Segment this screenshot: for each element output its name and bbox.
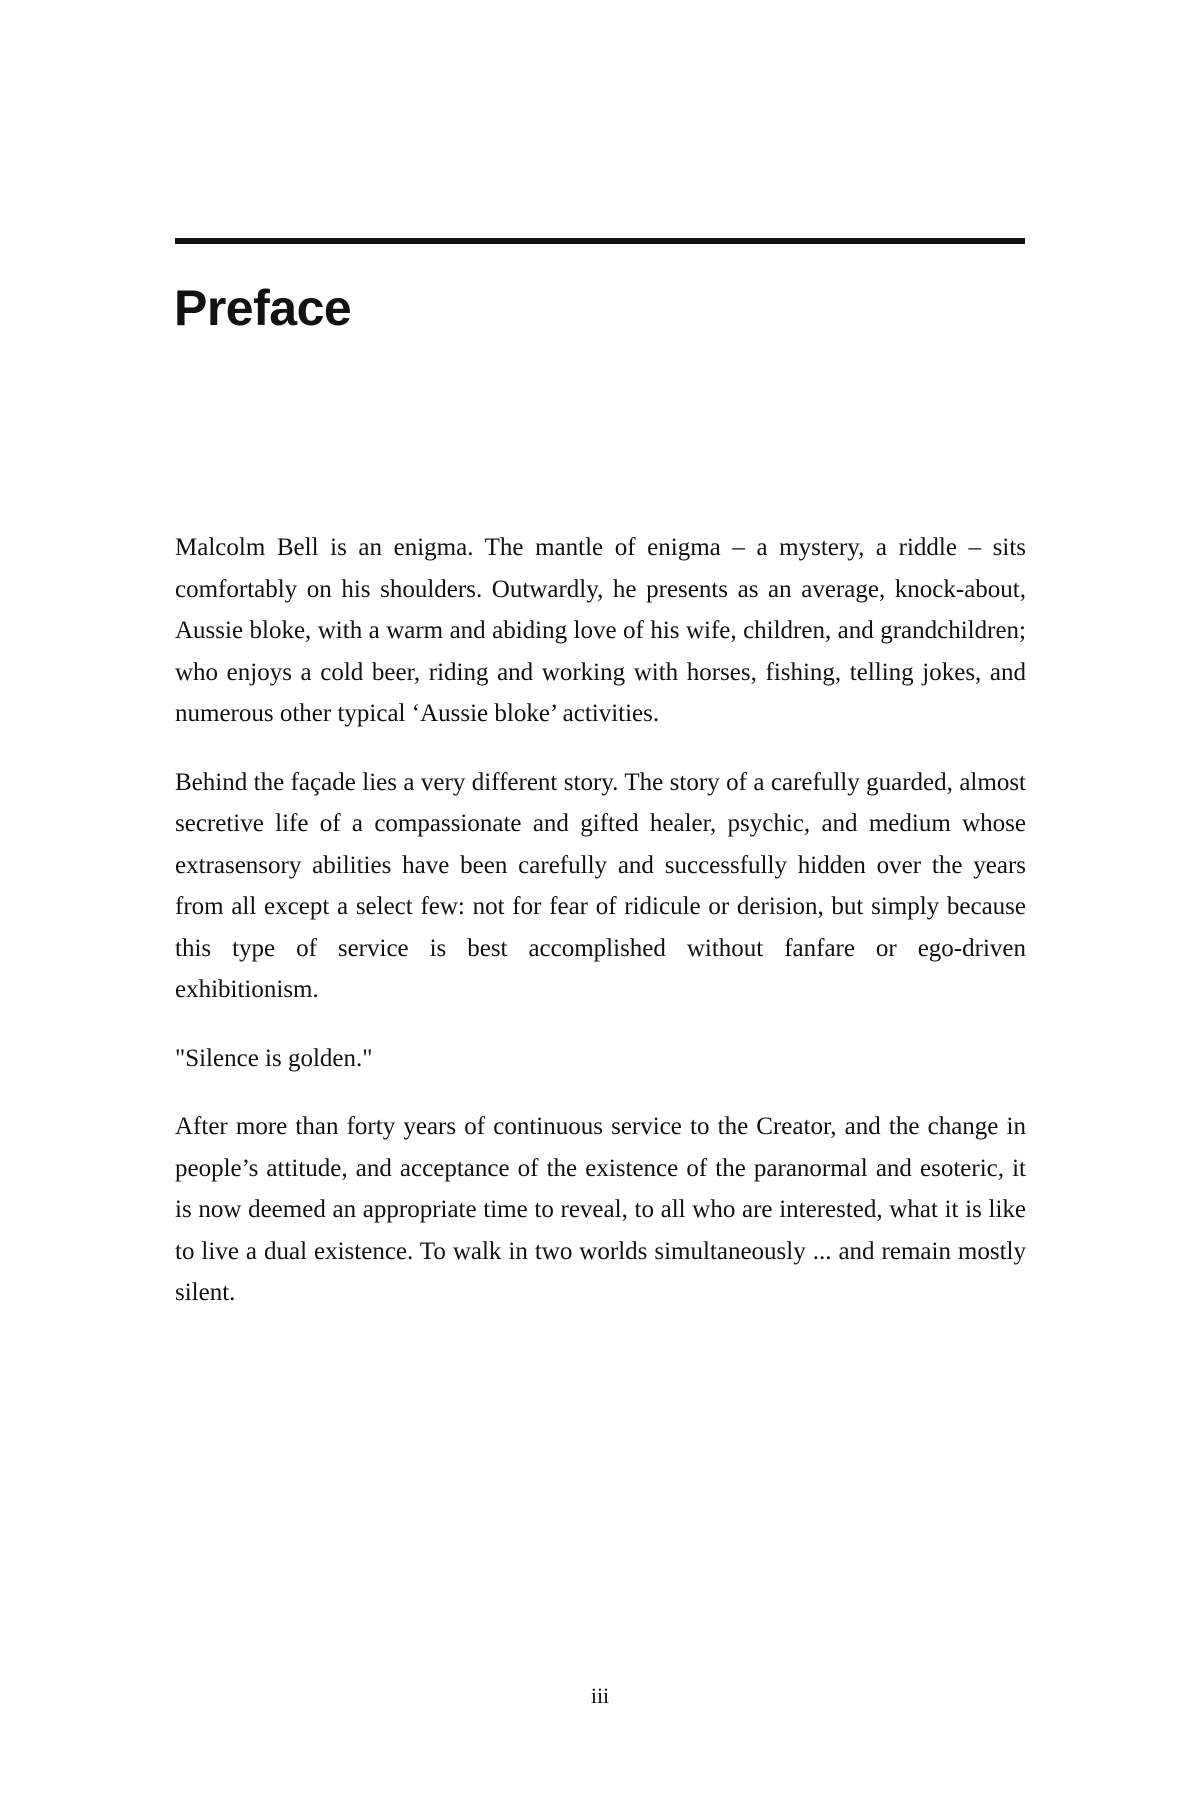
page-number: iii <box>590 1683 610 1708</box>
heading-rule <box>175 238 1025 244</box>
preface-body <box>175 527 1026 1341</box>
paragraph-1: Malcolm Bell is an enigma. The mantle of enigma – a mystery, a riddle – sits comfortably on his shoulders. Outwardly, he presents as an average, knock-about, Aussie bloke, with a warm and abiding love of his wife, children, and grandchildren; who enjoys a cold beer, riding and working with horses, fishing, telling jokes, and numerous other typical ‘Aussie bloke’ activities. <box>175 534 1026 727</box>
paragraph-2: Behind the façade lies a very different story. The story of a carefully guarded, almost secretive life of a compassionate and gifted healer, psychic, and medium whose extrasensory abilities have been carefully and successfully hidden over the years from all except a select few: not for fear of ridicule or derision, but simply because this type of service is best accomplished without fanfare or ego-driven exhibitionism. <box>175 768 1026 1003</box>
chapter-heading: Preface <box>174 280 352 336</box>
paragraph-3: "Silence is golden." <box>175 1044 373 1072</box>
paragraph-4: After more than forty years of continuous service to the Creator, and the change in people’s attitude, and acceptance of the existence of the paranormal and esoteric, it is now deemed an appropriate time to reveal, to all who are interested, what it is like to live a dual existence. To walk in two worlds simultaneously ... and remain mostly silent. <box>175 1113 1026 1306</box>
